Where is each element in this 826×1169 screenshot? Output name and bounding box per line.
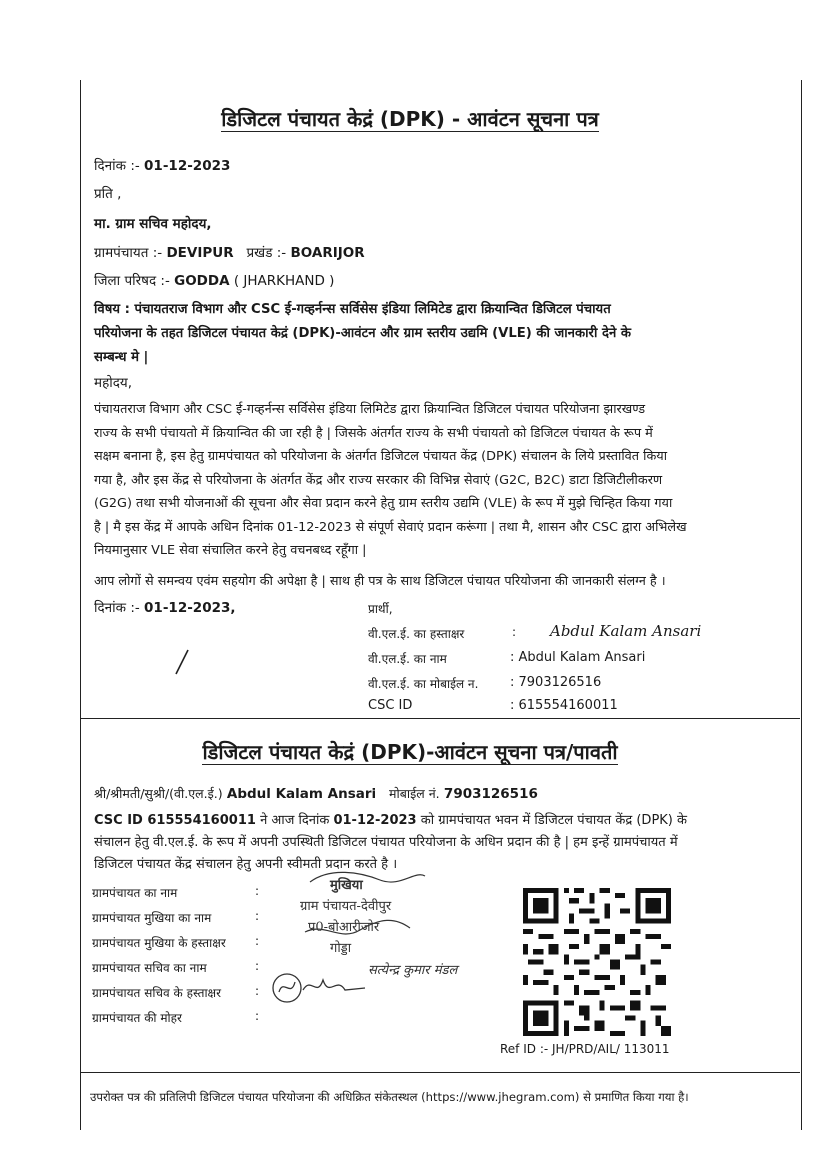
- field-colon: :: [255, 909, 260, 923]
- field-mukhiya-name: ग्रामपंचायत मुखिया का नाम: [92, 911, 212, 925]
- prati: प्रति ,: [94, 186, 122, 202]
- date2-line: दिनांक :- 01-12-2023,: [94, 600, 236, 616]
- field-colon: :: [255, 984, 260, 998]
- gp-line: ग्रामपंचायत :- DEVIPUR प्रखंड :- BOARIJOR: [94, 245, 365, 261]
- ref-id: Ref ID :- JH/PRD/AIL/ 113011: [500, 1042, 670, 1056]
- field-secretary-sign: ग्रामपंचायत सचिव के हस्ताक्षर: [92, 986, 222, 1000]
- field-colon: :: [255, 959, 260, 973]
- secretary-name-handwritten: सत्येन्द्र कुमार मंडल: [368, 963, 458, 978]
- stamp-line: गोड्डा: [330, 941, 352, 956]
- vle-sign-label: वी.एल.ई. का हस्ताक्षर: [368, 627, 465, 641]
- salutation: महोदय,: [94, 375, 133, 391]
- subject: विषय : पंचायतराज विभाग और CSC ई-गव्हर्नन्स सर्विसेस इंडिया लिमिटेड द्वारा क्रियान्वित डिजिटल पंचायत परियोजना के तहत डिजिटल पंचायत केद्रं (DPK)-आवंटन और ग्राम स्तरीय उद्यमि (VLE) की जानकारी देने के सम्बन्ध मे |: [94, 302, 631, 365]
- csc-id-label: CSC ID: [368, 698, 413, 713]
- csc-id-value: : 615554160011: [510, 698, 618, 713]
- section-divider: [80, 718, 800, 719]
- secretary-signature: [265, 968, 375, 1008]
- footer-note: उपरोक्त पत्र की प्रतिलिपी डिजिटल पंचायत परियोजना की अधिक्रित संकेतस्थल (https://www.jhegram.com) से प्रमाणित किया गया है।: [90, 1090, 689, 1104]
- vle-mobile-label: वी.एल.ई. का मोबाईल न.: [368, 677, 479, 691]
- signature-scribble: [300, 862, 430, 962]
- closing-line: आप लोगों से समन्वय एवंम सहयोग की अपेक्षा है | साथ ही पत्र के साथ डिजिटल पंचायत परियोजना की जानकारी संलग्न है ।: [94, 574, 666, 589]
- date-line: दिनांक :- 01-12-2023: [94, 158, 231, 174]
- field-colon: :: [255, 1009, 260, 1023]
- receipt-vle-line: श्री/श्रीमती/सुश्री/(वी.एल.ई.) Abdul Kalam Ansari मोबाईल नं. 7903126516: [94, 786, 538, 802]
- receipt-title: डिजिटल पंचायत केद्रं (DPK)-आवंटन सूचना पत्र/पावती: [202, 740, 618, 764]
- vle-signature: Abdul Kalam Ansari: [550, 622, 702, 640]
- field-gp-name: ग्रामपंचायत का नाम: [92, 886, 178, 900]
- field-colon: :: [255, 934, 260, 948]
- stamp-line: प्र0-बोआरीजोर: [308, 920, 380, 935]
- footer-divider: [80, 1072, 800, 1073]
- vle-sign-colon: :: [512, 625, 517, 639]
- stamp-line: मुखिया: [330, 878, 363, 893]
- letter-body: पंचायतराज विभाग और CSC ई-गव्हर्नन्स सर्विसेस इंडिया लिमिटेड द्वारा क्रियान्वित डिजिटल पंचायत परियोजना झारखण्ड राज्य के सभी पंचायतो में क्रियान्वित की जा रही है | जिसके अंतर्गत राज्य के सभी पंचायतो को डिजिटल पंचायत के रूप में सक्षम बनाना है, इस हेतु ग्रामपंचायत को परियोजना के अंतर्गत डिजिटल पंचायत केंद्र (DPK) संचालन के लिये प्रस्तावित किया गया है, और इस केंद्र से परियोजना के अंतर्गत केंद्र और राज्य सरकार की विभिन्न सेवाएं (G2C, B2C) डाटा डिजिटीलीकरण (G2G) तथा सभी योजनाओं की सूचना और सेवा प्रदान करने हेतु ग्राम स्तरीय उद्यमि (VLE) के रूप में मुझे चिन्हित किया गया है | मै इस केंद्र में आपके अधिन दिनांक 01-12-2023 से संपूर्ण सेवाएं प्रदान करूंगा | तथा मै, शासन और CSC द्वारा अभिलेख नियमानुसार VLE सेवा संचालित करने हेतु वचनबध्द रहूँगा |: [94, 402, 687, 558]
- field-mukhiya-sign: ग्रामपंचायत मुखिया के हस्ताक्षर: [92, 936, 226, 950]
- field-secretary-name: ग्रामपंचायत सचिव का नाम: [92, 961, 207, 975]
- receipt-body: CSC ID 615554160011 ने आज दिनांक 01-12-2023 को ग्रामपंचायत भवन में डिजिटल पंचायत केंद्र (DPK) के संचालन हेतु वी.एल.ई. के रूप में अपनी उपस्थिती डिजिटल पंचायत परियोजना के अधिन प्रदान की है | हम इन्हें ग्रामपंचायत में डिजिटल पंचायत केंद्र संचालन हेतु अपनी स्वीमती प्रदान करते है ।: [94, 813, 687, 872]
- qr-code: [523, 888, 671, 1036]
- pen-mark: [170, 648, 194, 678]
- field-colon: :: [255, 884, 260, 898]
- applicant-label: प्रार्थी,: [368, 602, 393, 616]
- stamp-line: ग्राम पंचायत-देवीपुर: [300, 899, 392, 914]
- district-line: जिला परिषद :- GODDA ( JHARKHAND ): [94, 273, 335, 289]
- vle-mobile-value: : 7903126516: [510, 675, 602, 690]
- vle-name-label: वी.एल.ई. का नाम: [368, 652, 447, 666]
- addressee: मा. ग्राम सचिव महोदय,: [94, 216, 212, 232]
- vle-name-value: : Abdul Kalam Ansari: [510, 650, 646, 665]
- page-title: डिजिटल पंचायत केद्रं (DPK) - आवंटन सूचना पत्र: [221, 107, 599, 131]
- field-gp-seal: ग्रामपंचायत की मोहर: [92, 1011, 182, 1025]
